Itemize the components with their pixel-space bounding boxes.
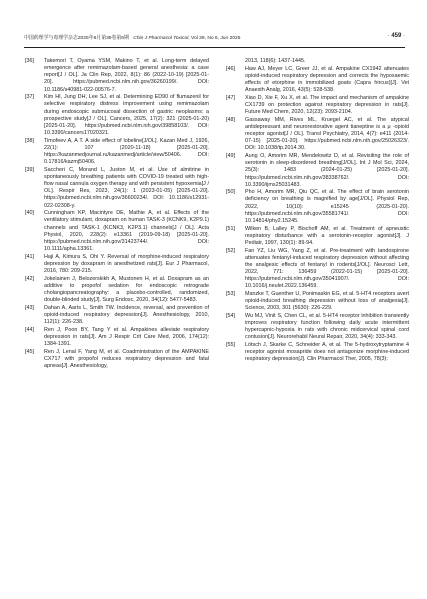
reference-entry: [226, 189, 409, 225]
journal-name-en: Chin J Pharmacol Toxicol: [133, 36, 189, 41]
reference-entry: [226, 95, 409, 116]
reference-entry: [25, 94, 209, 137]
reference-text: 2013, 118(6): 1437-1445.: [245, 58, 306, 64]
reference-text: Xiao D, Xie F, Xu X, et al. The impact and mechanism of ampakine CX1739 on protection against respiratory depression in rats[J]. Future Med Chem, 2020, 12(23): 2093-2104.: [245, 94, 409, 116]
reference-entry: [226, 153, 409, 189]
reference-text: Lötsch J, Skarke C, Schneider A, et al. The 5-hydroxytryptamine 4 receptor agonist mosapride does not antagonize morphine-induced respiratory depression[J]. Clin Pharmacol Ther, 2005, 78(3):: [245, 342, 409, 363]
reference-number: [48]: [226, 116, 235, 123]
reference-text: Pho H, Amorim MR, Qiu QC, et al. The effect of brain serotonin deficiency on breathing is magnified by age[J/OL]. Physiol Rep, 2022, 10(10): e15245 (2025-01-20). https://pubmed.ncbi.nlm.nih.gov/35581741/. DOI: 10.14814/phy2.15245.: [245, 189, 409, 224]
reference-text: Cunningham KP, Macintyre DE, Mathie A, et al. Effects of the ventilatory stimulant, doxapram on human TASK-3 (KCNK9, K2P9.1) channels and TASK-1 (KCNK3, K2P3.1) channels[J / OL]. Acta Physiol, 2020, 228(2): e13361 (2019-09-18) [2025-01-20]. https://pubmed.ncbi.nlm.nih.gov/31423744/. DOI: 10.1111/apha.13361.: [44, 210, 209, 253]
reference-number: [42]: [25, 275, 34, 282]
reference-number: [45]: [25, 348, 34, 355]
journal-name-cn: 中国药理学与毒理学杂志: [24, 35, 78, 41]
reference-text: Saccheri C, Morand L, Juston M, et al. Use of almitrine in spontaneously breathing patients with COVID-19 treated with high-flow nasal cannula oxygen therapy and with persistent hypoxemia[J / OL]. Respir Res, 2023, 24(1): 1 (2023-01-05) [2025-01-20]. https://pubmed.ncbi.nlm.nih.gov/36600234/. DOI: 10.1186/s12931-022-02308-y.: [44, 166, 209, 209]
reference-entry: [226, 58, 409, 65]
reference-number: [36]: [25, 58, 34, 64]
reference-text: Fan YZ, Liu WG, Yang Z, et al. Pre-treatment with tandospirone attenuates fentanyl-induced respiratory depression without affecting the analgesic effects of fentanyl in rodents[J/OL]. Neurosci Lett, 2022, 771: 136459 (2022-01-15) [2025-01-20]. https://pubmed.ncbi.nlm.nih.gov/35041907/. DOI: 10.1016/j.neulet.2022.136459.: [245, 247, 409, 290]
reference-entry: [226, 313, 409, 342]
reference-text: Jokelainen J, Belozerskikh A, Mustonen H, et al. Doxapram as an additive to propofol sedation for endoscopic retrograde cholangiopancreatography: a placebo-controlled, randomized, double-blinded study[J]. Surg Endosc, 2020, 34(12): 5477-5483.: [44, 275, 209, 304]
reference-text: Kim HI, Jung DH, Lee SJ, et al. Determining ED90 of flumazenil for selective respiratory distress improvement using remimazolam during endoscopic submucosal dissection of gastric neoplasms: a prospective study[J / OL]. Cancers, 2025, 17(2): 321 (2025-01-20) [2025-01-20]. https://pubmed.ncbi.nlm.nih.gov/39858103/. DOI: 10.3390/cancers17020321.: [44, 94, 209, 137]
reference-entry: [25, 167, 209, 210]
reference-number: [40]: [25, 210, 34, 217]
reference-number: [49]: [226, 153, 235, 160]
reference-text: Timofeev A, A T. A side effect of lobeline[J/OL]. Kazan Med J, 1926, 22(1): 107 (2020-11-18) [2025-01-20]. https://kazanmedjournal.ru/kazanmedj/article/view/50406. DOI: 0.17816/kazmj50406.: [44, 137, 209, 166]
reference-entry: [25, 276, 209, 305]
reference-text: Ren J, Poon BY, Tang Y et al. Ampakines alleviate respiratory depression in rats[J]. Am J Respir Crit Care Med, 2006, 174(12): 1384-1391.: [44, 326, 209, 348]
reference-number: [47]: [226, 94, 235, 101]
reference-number: [53]: [226, 291, 235, 297]
reference-entry: [226, 342, 409, 363]
reference-entry: [25, 58, 209, 94]
reference-entry: [25, 210, 209, 253]
reference-entry: [25, 327, 209, 348]
reference-text: Manzke T, Guenther U, Ponimaskin EG, et al. 5-HT4 receptors avert opioid-induced breathing depression without loss of analgesia[J]. Science, 2003, 301 (5630): 226-229.: [245, 291, 409, 312]
reference-text: Aung O, Amorim MR, Mendelowitz D, et al. Revisiting the role of serotonin in sleep-disordered breathing[J/OL]. Int J Mol Sci, 2024, 25(3): 1483 (2024-01-25) [2025-01-20]. https://pubmed.ncbi.nlm.nih.gov/38338762/. DOI: 10.3390/ijms25031483.: [245, 153, 409, 188]
reference-number: [41]: [25, 253, 34, 260]
reference-number: [50]: [226, 189, 235, 196]
reference-entry: [226, 66, 409, 95]
issue-cn: 2025年6月第39卷第6期: [77, 36, 129, 41]
running-header: [24, 33, 405, 48]
page-number: 459: [391, 33, 402, 39]
reference-number: [52]: [226, 247, 235, 254]
reference-text: Haji A, Kimura S, Ohi Y. Reversal of morphine-induced respiratory depression by doxapram in anesthetized rats[J]. Eur J Pharmacol, 2016, 780: 209-215.: [44, 253, 209, 275]
reference-entry: [25, 138, 209, 167]
reference-entry: [25, 349, 209, 370]
journal-citation-line: 中国药理学与毒理学杂志2025年6月第39卷第6期 Chin J Pharmacol Toxicol, Vol 39, No 6, Jun 2025: [24, 35, 241, 41]
reference-number: [38]: [25, 137, 34, 144]
reference-number: [55]: [226, 342, 235, 349]
reference-entry: [226, 248, 409, 291]
page-number-block: [388, 33, 405, 39]
reference-entry: [226, 291, 409, 312]
reference-entry: [226, 117, 409, 153]
reference-entry: [25, 254, 209, 275]
page-dot-right: ·: [403, 33, 405, 39]
reference-text: Dahan A, Aarts L, Smith TW. Incidence, reversal, and prevention of opioid-induced respiratory depression[J]. Anesthesiology, 2010, 112(1): 226-238.: [44, 304, 209, 326]
reference-number: [51]: [226, 225, 235, 232]
reference-text: Takemori T, Oyama YSM, Makino T, et al. Long-term delayed emergence after remimazolam-based general anesthesia: a case report[J / OL]. Ja Clin Rep, 2022, 8(1): 86 (2022-10-19) [2025-01-20]. https://pubmed.ncbi.nlm.nih.gov/36260199/. DOI: 10.1186/s40981-022-00576-7.: [44, 58, 209, 93]
references-left-column: [25, 58, 209, 370]
references-right-column: [226, 58, 409, 364]
page-dot-left: ·: [387, 33, 390, 39]
reference-number: [43]: [25, 304, 34, 311]
reference-text: Haw AJ, Meyer LC, Greer JJ, et al. Ampakine CX1942 attenuates opioid-induced respiratory depression and corrects the hypoxaemic effects of etorphine in immobilized goats (Capra hircus)[J]. Vet Anaesth Analg, 2016, 43(5): 528-538.: [245, 65, 409, 94]
reference-entry: [25, 305, 209, 326]
reference-number: [39]: [25, 166, 34, 173]
reference-number: [46]: [226, 65, 235, 72]
reference-text: Ren J, Lenal F, Yang M, et al. Coadministration of the AMPAKINE CX717 with propofol reduces respiratory depression and fatal apneas[J]. Anesthesiology,: [44, 348, 209, 370]
reference-number: [44]: [25, 326, 34, 333]
reference-number: [54]: [226, 312, 235, 319]
reference-text: Wu MJ, Vinit S, Chen CL, et al. 5-HT4 receptor inhibition transiently improves respiratory function following daily acute intermittent hypercapnic-hypoxia in rats with chronic midcervical spinal cord contusion[J]. Neurorehabil Neural Repair, 2020, 34(4): 333-343.: [245, 312, 409, 341]
reference-text: Wilken B, Lalley P, Bischoff AM, et al. Treatment of apneustic respiratory disturbance with a serotonin-receptor agonist[J]. J Pediatr, 1997, 130(1): 89-94.: [245, 225, 409, 246]
reference-entry: [226, 226, 409, 247]
reference-text: Gassaway MM, Rives ML, Kruegel AC, et al. The atypical antidepressant and neurorestorative agent tianeptine is a μ -opioid receptor agonist[J / OL]. Transl Psychiatry, 2014, 4(7): e411 (2014-07-15) [2025-01-20]. https://pubmed.ncbi.nlm.nih.gov/25026323/. DOI: 10.1038/tp.2014.30.: [245, 116, 409, 152]
issue-en: Vol 39, No 6, Jun 2025: [191, 36, 241, 41]
reference-number: [37]: [25, 94, 34, 101]
